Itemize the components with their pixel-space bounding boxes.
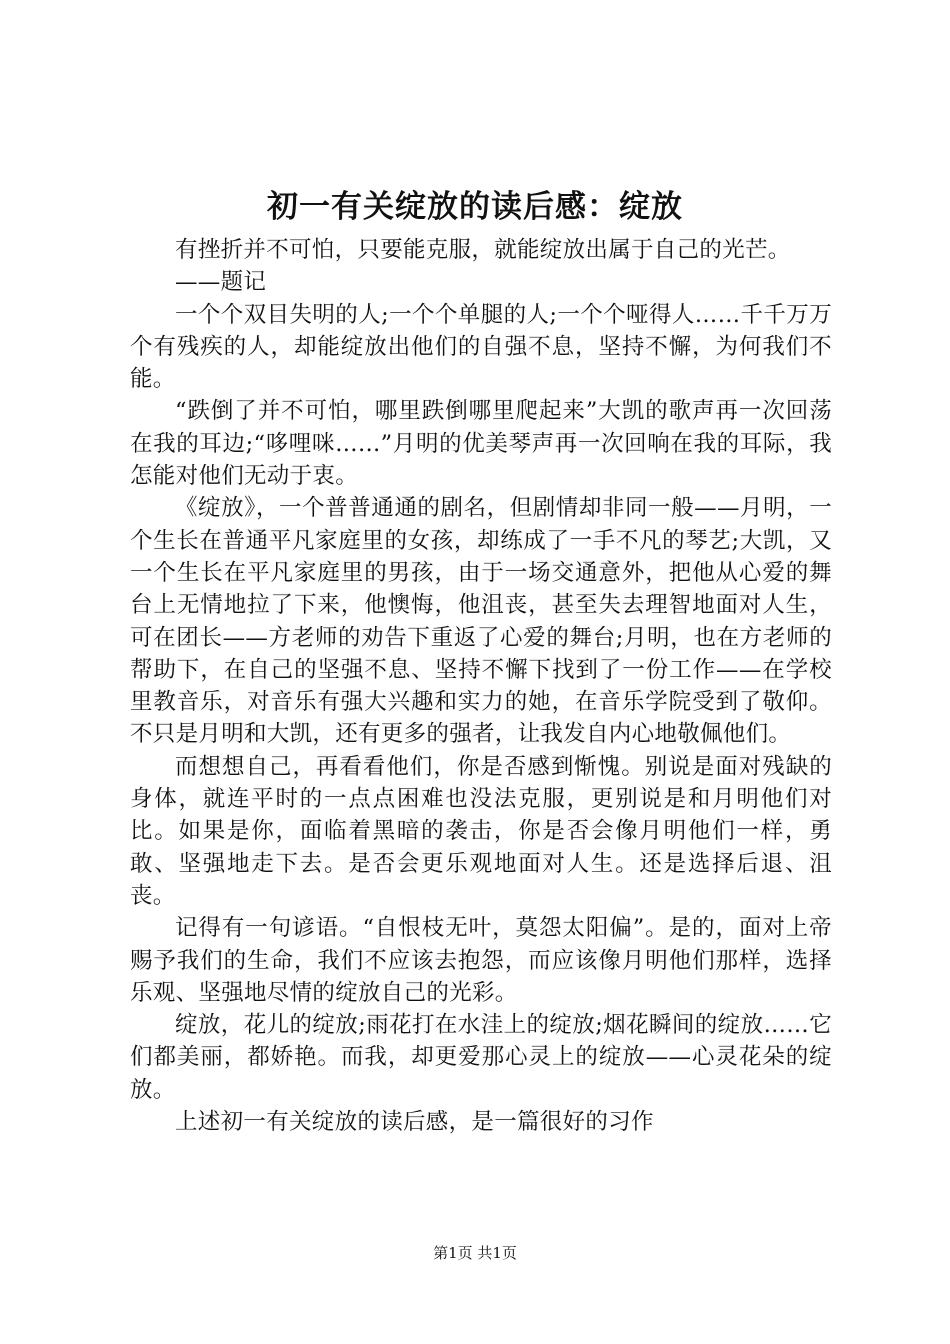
paragraph: 上述初一有关绽放的读后感，是一篇很好的习作	[175, 1109, 654, 1136]
paragraph: ——题记	[175, 269, 267, 296]
paragraph: 《绽放》，一个普普通通的剧名，但剧情却非同一般——月明，一个生长在普通平凡家庭里的女孩，却练成了一手不凡的琴艺;大凯，又一个生长在平凡家庭里的男孩，由于一场交通意外，把他从心爱的舞台上无情地拉了下来，他懊悔，他沮丧，甚至失去理智地面对人生，可在团长——方老师的劝告下重返了心爱的舞台;月明，也在方老师的帮助下，在自己的坚强不息、坚持不懈下找到了一份工作——在学校里教音乐，对音乐有强大兴趣和实力的她，在音乐学院受到了敬仰。不只是月明和大凯，还有更多的强者，让我发自内心地敬佩他们。	[130, 495, 832, 748]
document-body	[130, 234, 832, 1138]
paragraph: 而想想自己，再看看他们，你是否感到惭愧。别说是面对残缺的身体，就连平时的一点点困难也没法克服，更别说是和月明他们对比。如果是你，面临着黑暗的袭击，你是否会像月明他们一样，勇敢、坚强地走下去。是否会更乐观地面对人生。还是选择后退、沮丧。	[130, 753, 832, 909]
document-title: 初一有关绽放的读后感：绽放	[267, 189, 683, 225]
paragraph: “跌倒了并不可怕，哪里跌倒哪里爬起来”大凯的歌声再一次回荡在我的耳边;“哆哩咪……”月明的优美琴声再一次回响在我的耳际，我怎能对他们无动于衷。	[130, 398, 832, 490]
paragraph: 有挫折并不可怕，只要能克服，就能绽放出属于自己的光芒。	[175, 237, 791, 263]
page-footer: 第1页 共1页	[433, 1244, 517, 1262]
paragraph: 一个个双目失明的人;一个个单腿的人;一个个哑得人……千千万万个有残疾的人，却能绽放出他们的自强不息，坚持不懈，为何我们不能。	[130, 301, 832, 393]
paragraph: 绽放，花儿的绽放;雨花打在水洼上的绽放;烟花瞬间的绽放……它们都美丽，都娇艳。而我，却更爱那心灵上的绽放——心灵花朵的绽放。	[130, 1012, 832, 1103]
paragraph: 记得有一句谚语。“自恨枝无叶，莫怨太阳偏”。是的，面对上帝赐予我们的生命，我们不应该去抱怨，而应该像月明他们那样，选择乐观、坚强地尽情的绽放自己的光彩。	[130, 915, 832, 1006]
